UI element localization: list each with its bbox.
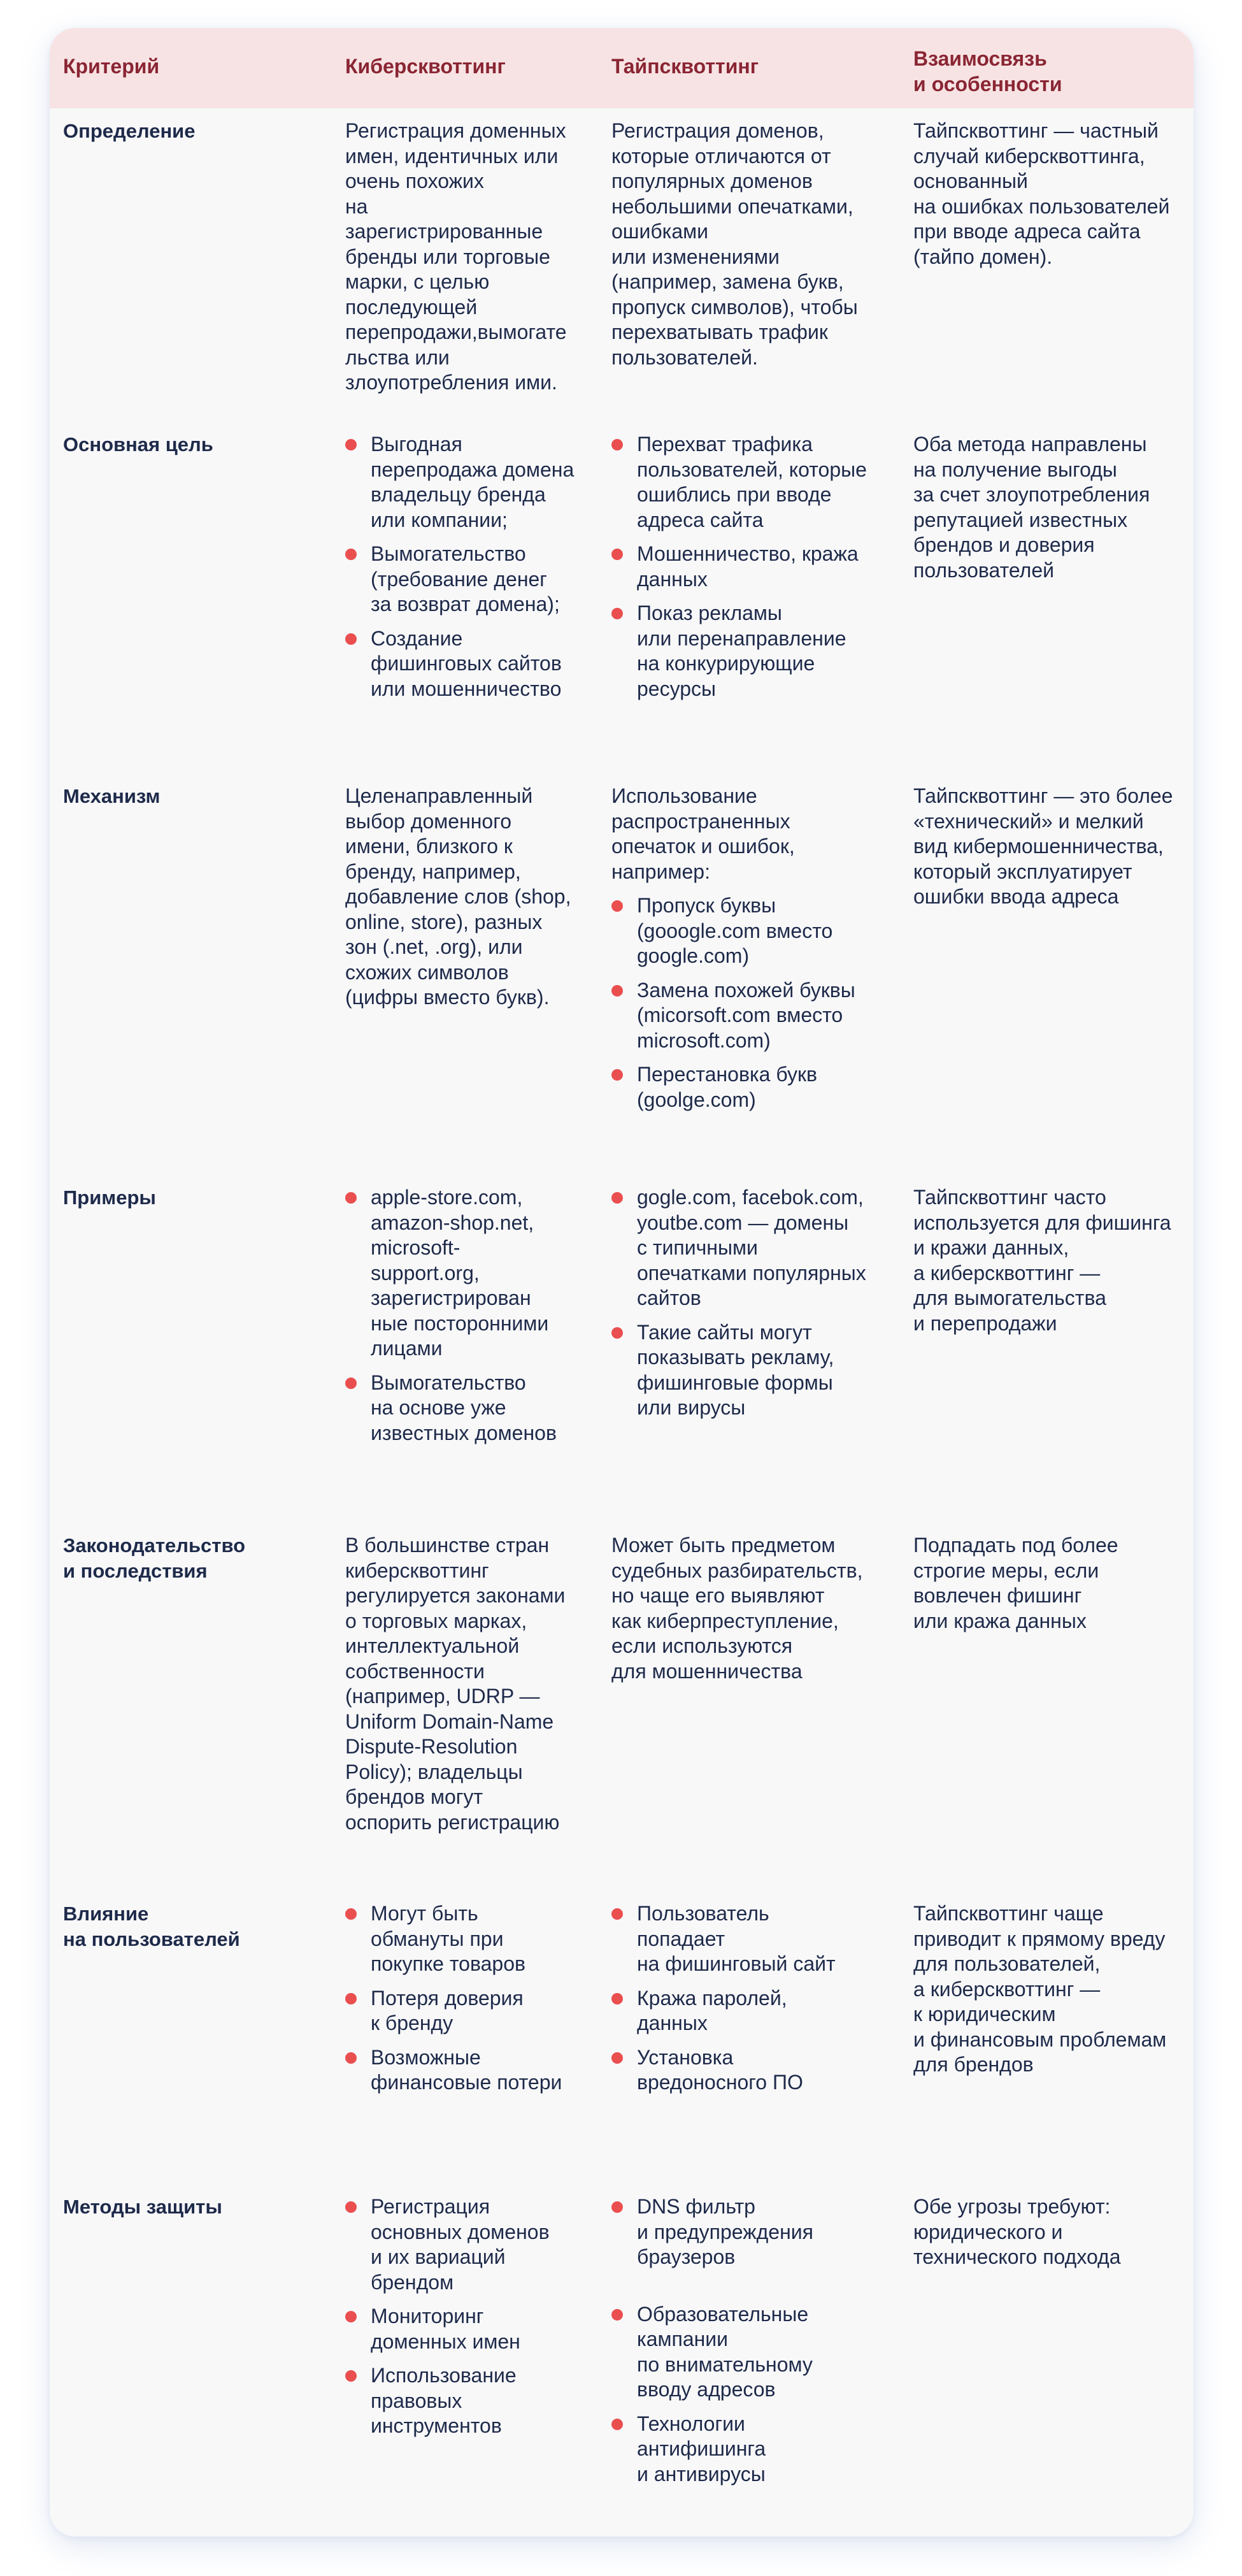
criterion-label: Механизм: [63, 785, 161, 807]
bullet-item: Технологии антифишинга и антивирусы: [611, 2412, 879, 2487]
bullet-item: Кража паролей, данных: [611, 1986, 879, 2036]
cyber-text: В большинстве стран киберсквоттинг регулируется законами о торговых марках, интеллектуальной собственности (например, UDRP — Uniform Domain-Name Dispute-Resolution Policy); владельцы брендов могут оспорить регистрацию: [345, 1534, 566, 1834]
bullet-item: Мошенничество, кража данных: [611, 542, 879, 592]
cyber-text: Целенаправленный выбор доменного имени, близкого к бренду, например, добавление слов (shop, online, store), разных зон (.net, .org), или схожих символов (цифры вместо букв).: [345, 784, 571, 1009]
cyber-bullets: [345, 2194, 587, 2448]
criterion-label: Влияние на пользователей: [63, 1903, 240, 1950]
criterion-label: Примеры: [63, 1186, 156, 1209]
bullet-dot-icon: [345, 633, 357, 645]
criterion-label: Законодательство и последствия: [63, 1534, 246, 1582]
bullet-item: Такие сайты могут показывать рекламу, фишинговые формы или вирусы: [611, 1320, 879, 1421]
bullet-dot-icon: [611, 439, 623, 450]
header-criterion: Критерий: [63, 55, 160, 78]
bullet-dot-icon: [611, 1993, 623, 2004]
cyber-text: Регистрация доменных имен, идентичных или очень похожих на зарегистрированные бренды или торговые марки, с целью последующей перепродажи,вымогате льства или злоупотребления ими.: [345, 119, 567, 394]
bullet-item: Могут быть обмануты при покупке товаров: [345, 1901, 587, 1977]
bullet-item: gogle.com, facebok.com, youtbe.com — домены с типичными опечатками популярных сайтов: [611, 1185, 879, 1311]
criterion-label: Определение: [63, 120, 196, 142]
relation-text: Тайпсквоттинг — это более «технический» и мелкий вид кибермошенничества, который эксплуатирует ошибки ввода адреса: [913, 784, 1173, 908]
comparison-table: [50, 28, 1194, 2536]
bullet-item: Регистрация основных доменов и их вариаций брендом: [345, 2194, 587, 2295]
bullet-item: Пропуск буквы (gooogle.com вместо google.com): [611, 893, 879, 969]
typo-content: [611, 784, 879, 1121]
bullet-dot-icon: [345, 1993, 357, 2004]
bullet-item: Вымогательство на основе уже известных доменов: [345, 1371, 587, 1446]
bullet-dot-icon: [611, 1069, 623, 1081]
bullet-item: Вымогательство (требование денег за возврат домена);: [345, 542, 587, 617]
relation-text: Подпадать под более строгие меры, если вовлечен фишинг или кража данных: [913, 1534, 1118, 1632]
bullet-dot-icon: [611, 2201, 623, 2213]
bullet-dot-icon: [611, 1908, 623, 1920]
criterion-label: Методы защиты: [63, 2196, 222, 2218]
typo-bullets: [611, 2194, 879, 2519]
cyber-bullets: [345, 432, 587, 710]
typo-bullets: [611, 1185, 879, 1430]
bullet-dot-icon: [345, 1378, 357, 1389]
bullet-item: Установка вредоносного ПО: [611, 2045, 879, 2096]
typo-text: Регистрация доменов, которые отличаются от популярных доменов небольшими опечатками, ошибками или изменениями (например, замена букв, пропуск символов), чтобы перехватывать трафик пользователей.: [611, 119, 858, 369]
bullet-item: Образовательные кампании по внимательному вводу адресов: [611, 2302, 879, 2403]
header-typosquatting: Тайпсквоттинг: [611, 55, 759, 78]
criterion-label: Основная цель: [63, 433, 213, 456]
bullet-dot-icon: [611, 1192, 623, 1204]
bullet-dot-icon: [345, 1908, 357, 1920]
bullet-item: Перехват трафика пользователей, которые ошиблись при вводе адреса сайта: [611, 432, 879, 533]
bullet-dot-icon: [611, 900, 623, 912]
bullet-item: Мониторинг доменных имен: [345, 2304, 587, 2354]
cyber-bullets: [345, 1901, 587, 2105]
bullet-dot-icon: [611, 608, 623, 619]
bullet-item: Замена похожей буквы (micorsoft.com вместо microsoft.com): [611, 978, 879, 1054]
relation-text: Тайпсквоттинг часто используется для фишинга и кражи данных, а киберсквоттинг — для вымогательства и перепродажи: [913, 1186, 1171, 1335]
bullet-dot-icon: [611, 549, 623, 560]
bullet-dot-icon: [345, 549, 357, 560]
typo-text: Может быть предметом судебных разбирательств, но чаще его выявляют как киберпреступление, если используются для мошенничества: [611, 1534, 863, 1683]
relation-text: Тайпсквоттинг чаще приводит к прямому вреду для пользователей, а киберсквоттинг — к юридическим и финансовым проблемам для брендов: [913, 1902, 1167, 2076]
bullet-dot-icon: [611, 1327, 623, 1339]
relation-text: Тайпсквоттинг — частный случай киберсквоттинга, основанный на ошибках пользователей при вводе адреса сайта (тайпо домен).: [913, 119, 1170, 268]
bullet-dot-icon: [611, 2052, 623, 2064]
bullet-dot-icon: [345, 2370, 357, 2382]
typo-intro: Использование распространенных опечаток и ошибок, например:: [611, 784, 795, 883]
bullet-item: Показ рекламы или перенаправление на конкурирующие ресурсы: [611, 601, 879, 702]
table-header: [50, 28, 1194, 108]
bullet-dot-icon: [611, 985, 623, 997]
cyber-bullets: [345, 1185, 587, 1455]
header-cybersquatting: Киберсквоттинг: [345, 55, 506, 78]
bullet-item: Перестановка букв (goolge.com): [611, 1062, 879, 1112]
bullet-item: Возможные финансовые потери: [345, 2045, 587, 2096]
bullet-dot-icon: [345, 2201, 357, 2213]
relation-text: Обе угрозы требуют: юридического и технического подхода: [913, 2195, 1121, 2268]
header-relation: Взаимосвязь и особенности: [913, 47, 1062, 96]
bullet-item: Использование правовых инструментов: [345, 2363, 587, 2439]
bullet-dot-icon: [611, 2309, 623, 2321]
bullet-dot-icon: [345, 439, 357, 450]
bullet-item: Пользователь попадает на фишинговый сайт: [611, 1901, 879, 1977]
bullet-dot-icon: [345, 2311, 357, 2322]
bullet-item: Создание фишинговых сайтов или мошенничество: [345, 626, 587, 702]
bullet-dot-icon: [611, 2419, 623, 2430]
bullet-item: Выгодная перепродажа домена владельцу бренда или компании;: [345, 432, 587, 533]
bullet-item: Потеря доверия к бренду: [345, 1986, 587, 2036]
typo-bullets: [611, 1901, 879, 2105]
bullet-dot-icon: [345, 2052, 357, 2064]
relation-text: Оба метода направлены на получение выгоды за счет злоупотребления репутацией известных брендов и доверия пользователей: [913, 433, 1150, 582]
bullet-dot-icon: [345, 1192, 357, 1204]
typo-bullets: [611, 432, 879, 710]
bullet-item: apple-store.com, amazon-shop.net, microsoft- support.org, зарегистрирован ные посторонними лицами: [345, 1185, 587, 1362]
bullet-item: DNS фильтр и предупреждения браузеров: [611, 2194, 879, 2270]
